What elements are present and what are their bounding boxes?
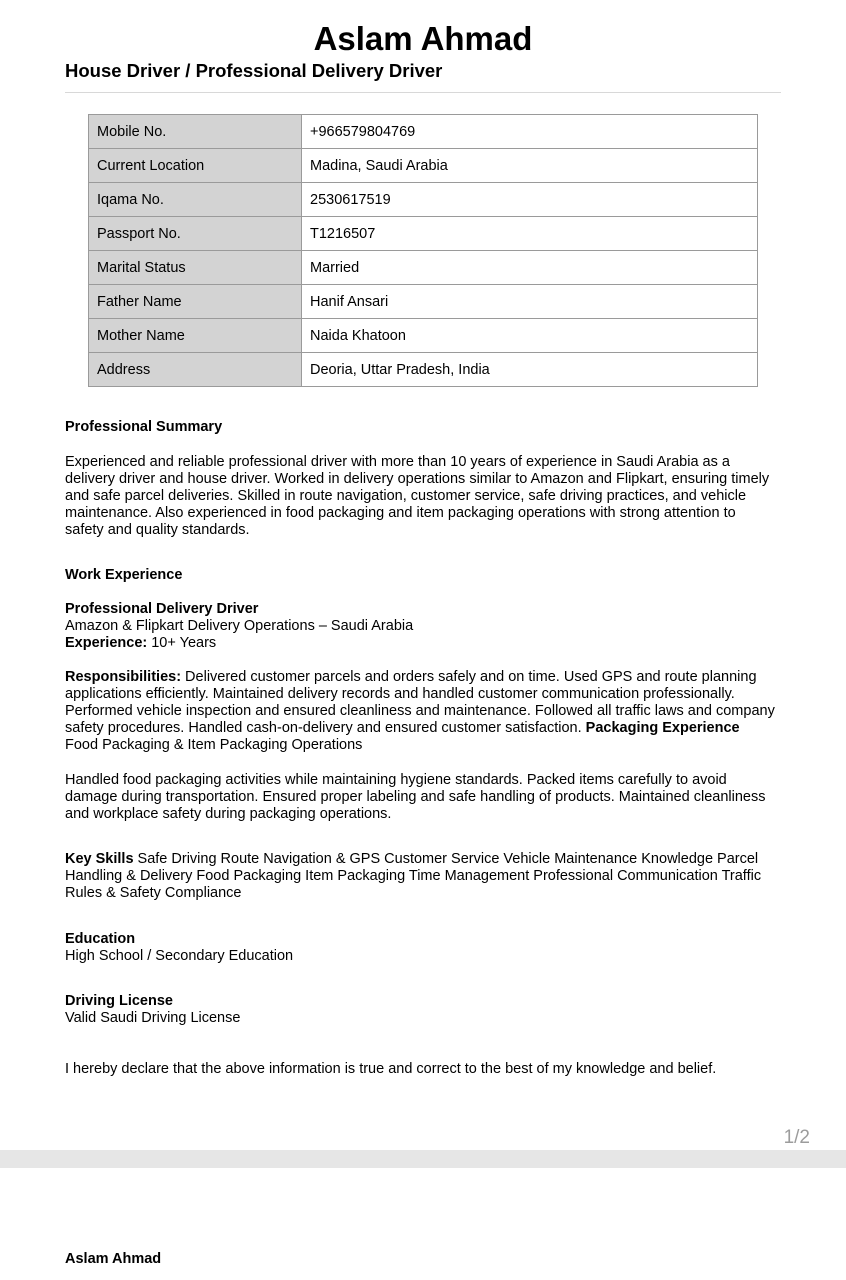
job-entry (65, 601, 777, 652)
responsibilities-label: Responsibilities: (65, 669, 182, 685)
responsibilities-text: Delivered customer parcels and orders safely and on time. Used GPS and route planning applications efficiently. Maintained delivery records and handled customer communication professionally. Performed vehicle inspection and ensured cleanliness and maintenance. Followed all traffic laws and company safety procedures. Handled cash-on-delivery and ensured customer satisfaction. (65, 669, 775, 736)
details-value: Married (302, 251, 758, 285)
experience-value: 10+ Years (147, 635, 217, 651)
job-experience (65, 635, 777, 652)
declaration: I hereby declare that the above information is true and correct to the best of my knowledge and belief. (65, 1061, 717, 1077)
details-value: Hanif Ansari (302, 285, 758, 319)
education-text: High School / Secondary Education (65, 948, 294, 964)
packaging-label: Packaging Experience (585, 720, 740, 736)
packaging-subtitle: Food Packaging & Item Packaging Operations (65, 737, 363, 753)
job-title: House Driver / Professional Delivery Driver (65, 60, 443, 81)
details-value: +966579804769 (302, 115, 758, 149)
details-label: Father Name (89, 285, 302, 319)
details-row (89, 285, 758, 319)
details-row (89, 217, 758, 251)
personal-details-table (88, 114, 758, 387)
page-2-name: Aslam Ahmad (65, 1251, 162, 1267)
key-skills-label: Key Skills (65, 851, 134, 867)
page-indicator: 1/2 (783, 1127, 810, 1148)
details-row (89, 183, 758, 217)
details-label: Iqama No. (89, 183, 302, 217)
details-label: Address (89, 353, 302, 387)
license-heading: Driving License (65, 993, 173, 1009)
experience-label: Experience: (65, 635, 148, 651)
details-label: Mobile No. (89, 115, 302, 149)
work-experience-heading: Work Experience (65, 567, 183, 583)
job-company: Amazon & Flipkart Delivery Operations – Saudi Arabia (65, 618, 414, 634)
license-text: Valid Saudi Driving License (65, 1010, 241, 1026)
details-label: Mother Name (89, 319, 302, 353)
details-row (89, 251, 758, 285)
key-skills (65, 851, 777, 902)
candidate-name: Aslam Ahmad (313, 20, 533, 57)
job-role: Professional Delivery Driver (65, 601, 259, 617)
details-label: Passport No. (89, 217, 302, 251)
summary-heading: Professional Summary (65, 419, 223, 435)
license-section (65, 993, 777, 1027)
details-row (89, 319, 758, 353)
summary-text: Experienced and reliable professional driver with more than 10 years of experience in Saudi Arabia as a delivery driver and house driver. Worked in delivery operations similar to Amazon and Flipkart, ensuring timely and safe parcel deliveries. Skilled in route navigation, customer service, safe driving practices, and vehicle maintenance. Also experienced in food packaging and item packaging operations with strong attention to safety and quality standards. (65, 454, 770, 538)
details-value: Deoria, Uttar Pradesh, India (302, 353, 758, 387)
key-skills-text: Safe Driving Route Navigation & GPS Customer Service Vehicle Maintenance Knowledge Parcel Handling & Delivery Food Packaging Item Packaging Time Management Professional Communication Traffic Rules & Safety Compliance (65, 851, 762, 901)
packaging-text: Handled food packaging activities while maintaining hygiene standards. Packed items carefully to avoid damage during transportation. Ensured proper labeling and safe handling of products. Maintained cleanliness and workplace safety during packaging operations. (65, 772, 766, 822)
details-row (89, 115, 758, 149)
education-section (65, 931, 777, 965)
details-label: Current Location (89, 149, 302, 183)
header-divider (65, 92, 781, 93)
details-label: Marital Status (89, 251, 302, 285)
page-separator (0, 1150, 846, 1168)
details-value: Naida Khatoon (302, 319, 758, 353)
responsibilities (65, 669, 777, 754)
details-value: 2530617519 (302, 183, 758, 217)
details-value: Madina, Saudi Arabia (302, 149, 758, 183)
details-value: T1216507 (302, 217, 758, 251)
details-row (89, 149, 758, 183)
details-row (89, 353, 758, 387)
education-heading: Education (65, 931, 136, 947)
